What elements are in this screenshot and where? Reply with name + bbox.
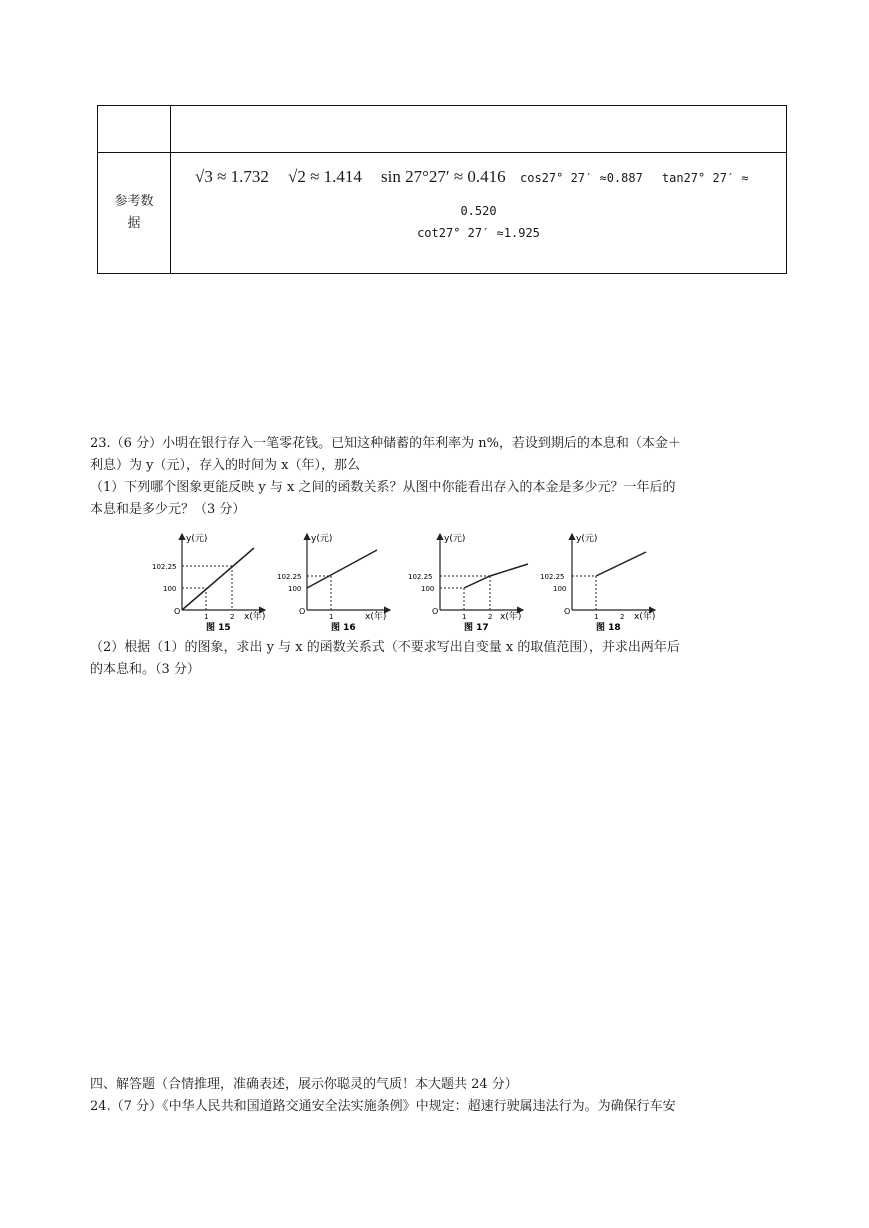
graph-17-xtick-1: 1 <box>462 613 467 621</box>
sqrt3-value: √3 ≈ 1.732 <box>195 167 269 186</box>
graph-15-ytick-1: 102.25 <box>152 563 177 571</box>
sin-value: sin 27°27′ ≈ 0.416 <box>381 167 506 186</box>
graph-18-origin: O <box>564 607 571 616</box>
graph-16-line <box>307 550 377 588</box>
graph-17-ytick-2: 100 <box>421 585 435 593</box>
graph-18-line <box>596 552 646 576</box>
graph-15-xlabel: x(年) <box>244 612 266 622</box>
section-4-heading: 四、解答题（合情推理，准确表述，展示你聪灵的气质！本大题共 24 分） <box>90 1077 518 1092</box>
graph-18-xlabel: x(年) <box>634 612 656 622</box>
graph-17-xlabel: x(年) <box>500 612 522 622</box>
graph-17-xtick-2: 2 <box>488 613 493 621</box>
graph-18 <box>540 533 655 633</box>
reference-values <box>171 153 787 274</box>
graph-15-ytick-2: 100 <box>163 585 177 593</box>
graph-15-origin: O <box>174 607 181 616</box>
graph-15-ylabel: y(元) <box>186 534 208 544</box>
q23-part1-line-1: （1）下列哪个图象更能反映 y 与 x 之间的函数关系？从图中你能看出存入的本金是多少元？一年后的 <box>90 480 676 495</box>
graph-18-xtick-2: 2 <box>620 613 625 621</box>
q23-part1-line-2: 本息和是多少元？（3 分） <box>90 502 246 517</box>
graph-17-caption: 图 17 <box>464 623 489 633</box>
reference-label-text: 参考数据 <box>114 194 154 231</box>
q24-line-1: 24.（7 分）《中华人民共和国道路交通安全法实施条例》中规定：超速行驶属违法行为。为确保行车安 <box>90 1099 676 1114</box>
graph-15-xtick-2: 2 <box>230 613 235 621</box>
graph-17 <box>408 533 528 633</box>
empty-cell <box>171 106 787 153</box>
graph-16-origin: O <box>299 607 306 616</box>
graph-18-ytick-2: 100 <box>553 585 567 593</box>
q23-stem-line-2: 利息）为 y（元），存入的时间为 x（年），那么 <box>90 458 360 473</box>
reference-line-3: cot27° 27′ ≈1.925 <box>417 226 540 240</box>
graph-16-caption: 图 16 <box>331 623 356 633</box>
q23-part2-line-1: （2）根据（1）的图象，求出 y 与 x 的函数关系式（不要求写出自变量 x 的取值范围），并求出两年后 <box>90 640 680 655</box>
reference-line-2: 0.520 <box>460 204 497 218</box>
q23-stem <box>90 433 790 521</box>
cos-value: cos27° 27′ ≈0.887 <box>520 171 643 185</box>
reference-line-1 <box>171 153 786 187</box>
graph-17-ytick-1: 102.25 <box>408 573 433 581</box>
graph-16-ylabel: y(元) <box>311 534 333 544</box>
graph-17-origin: O <box>432 607 439 616</box>
q23-part2-line-2: 的本息和。（3 分） <box>90 662 200 677</box>
section-4 <box>90 1074 790 1118</box>
graph-18-ytick-1: 102.25 <box>540 573 565 581</box>
q23-stem-line-1: 23.（6 分）小明在银行存入一笔零花钱。已知这种储蓄的年利率为 n%，若设到期后的本息和（本金＋ <box>90 436 681 451</box>
graph-15-line <box>182 548 254 610</box>
graph-15-xtick-1: 1 <box>204 613 209 621</box>
graph-18-xtick-1: 1 <box>594 613 599 621</box>
graph-15 <box>152 533 265 633</box>
graphs-figure <box>150 528 710 634</box>
graph-18-caption: 图 18 <box>596 623 621 633</box>
table-row-empty <box>98 106 787 153</box>
graph-17-ylabel: y(元) <box>444 534 466 544</box>
graph-18-ylabel: y(元) <box>576 534 598 544</box>
graph-16-ytick-2: 100 <box>288 585 302 593</box>
table-row-reference <box>98 153 787 274</box>
graph-16-xlabel: x(年) <box>365 612 387 622</box>
graph-15-caption: 图 15 <box>206 623 231 633</box>
reference-label <box>98 153 171 274</box>
tan-value: tan27° 27′ ≈ <box>661 171 749 185</box>
reference-table <box>97 105 787 274</box>
graph-16-xtick-1: 1 <box>329 613 334 621</box>
graph-16-ytick-1: 102.25 <box>277 573 302 581</box>
empty-cell <box>98 106 171 153</box>
graph-16 <box>277 533 390 633</box>
sqrt2-value: √2 ≈ 1.414 <box>288 167 362 186</box>
q23-part2 <box>90 637 790 681</box>
